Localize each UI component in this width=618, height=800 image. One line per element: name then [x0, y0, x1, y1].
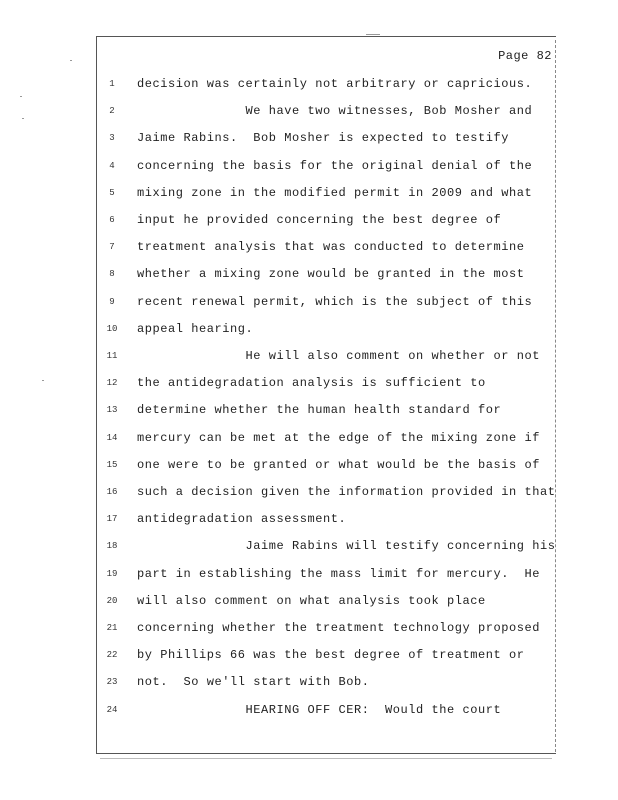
- transcript-line: mercury can be met at the edge of the mixing zone if: [137, 430, 541, 445]
- transcript-page: [96, 36, 556, 754]
- transcript-line: He will also comment on whether or not: [137, 349, 541, 363]
- transcript-line: decision was certainly not arbitrary or capricious.: [137, 77, 533, 91]
- line-number: 24: [106, 704, 118, 715]
- line-number: 7: [109, 242, 115, 253]
- transcript-line: part in establishing the mass limit for mercury. He: [137, 566, 541, 581]
- line-number: 6: [109, 215, 115, 225]
- scan-artifact: [42, 380, 44, 381]
- transcript-line: such a decision given the information provided in that: [137, 485, 556, 499]
- transcript-line: HEARING OFF CER: Would the court: [137, 702, 502, 717]
- line-number: 10: [106, 323, 118, 334]
- transcript-line: input he provided concerning the best degree of: [137, 213, 502, 227]
- scan-artifact: [100, 758, 552, 759]
- line-number: 9: [109, 296, 115, 307]
- scan-artifact: [366, 34, 380, 35]
- transcript-line: concerning the basis for the original denial of the: [137, 158, 533, 173]
- line-number: 13: [106, 405, 118, 416]
- line-number: 19: [106, 568, 118, 579]
- transcript-line: antidegradation assessment.: [137, 512, 347, 527]
- transcript-line: Jaime Rabins. Bob Mosher is expected to testify: [137, 131, 510, 146]
- transcript-line: whether a mixing zone would be granted in the most: [137, 267, 525, 282]
- scan-artifact: [22, 118, 24, 119]
- line-number: 4: [109, 160, 115, 171]
- scan-artifact: [70, 60, 72, 61]
- transcript-line: appeal hearing.: [137, 321, 254, 336]
- transcript-line: mixing zone in the modified permit in 2009 and what: [137, 185, 533, 200]
- transcript-line: by Phillips 66 was the best degree of treatment or: [137, 648, 525, 663]
- line-number: 3: [109, 133, 115, 144]
- line-number: 12: [106, 378, 118, 389]
- line-number: 16: [106, 487, 118, 497]
- line-number: 18: [106, 541, 118, 552]
- line-number: 14: [106, 432, 118, 443]
- line-number: 23: [106, 677, 118, 688]
- page-number: Page 82: [498, 49, 552, 63]
- page-right-border: [555, 40, 556, 752]
- transcript-line: recent renewal permit, which is the subject of this: [137, 294, 533, 309]
- line-number: 11: [106, 351, 118, 361]
- transcript-line: We have two witnesses, Bob Mosher and: [137, 104, 533, 119]
- transcript-line: will also comment on what analysis took place: [137, 593, 486, 608]
- line-number: 2: [109, 106, 115, 117]
- transcript-line: not. So we'll start with Bob.: [137, 675, 370, 690]
- transcript-line: one were to be granted or what would be the basis of: [137, 457, 541, 472]
- line-number: 20: [106, 595, 118, 606]
- transcript-line: treatment analysis that was conducted to determine: [137, 240, 525, 255]
- transcript-line: Jaime Rabins will testify concerning his: [137, 539, 556, 554]
- line-number: 5: [109, 187, 115, 198]
- line-number: 22: [106, 650, 118, 661]
- scan-artifact: [20, 96, 22, 97]
- transcript-line: concerning whether the treatment technology proposed: [137, 621, 541, 635]
- line-number: 8: [109, 269, 115, 280]
- transcript-line: the antidegradation analysis is sufficient to: [137, 376, 486, 391]
- line-number: 15: [106, 459, 118, 470]
- transcript-line: determine whether the human health standard for: [137, 403, 502, 418]
- line-number: 1: [109, 79, 115, 89]
- line-number: 17: [106, 514, 118, 525]
- line-number: 21: [106, 623, 118, 633]
